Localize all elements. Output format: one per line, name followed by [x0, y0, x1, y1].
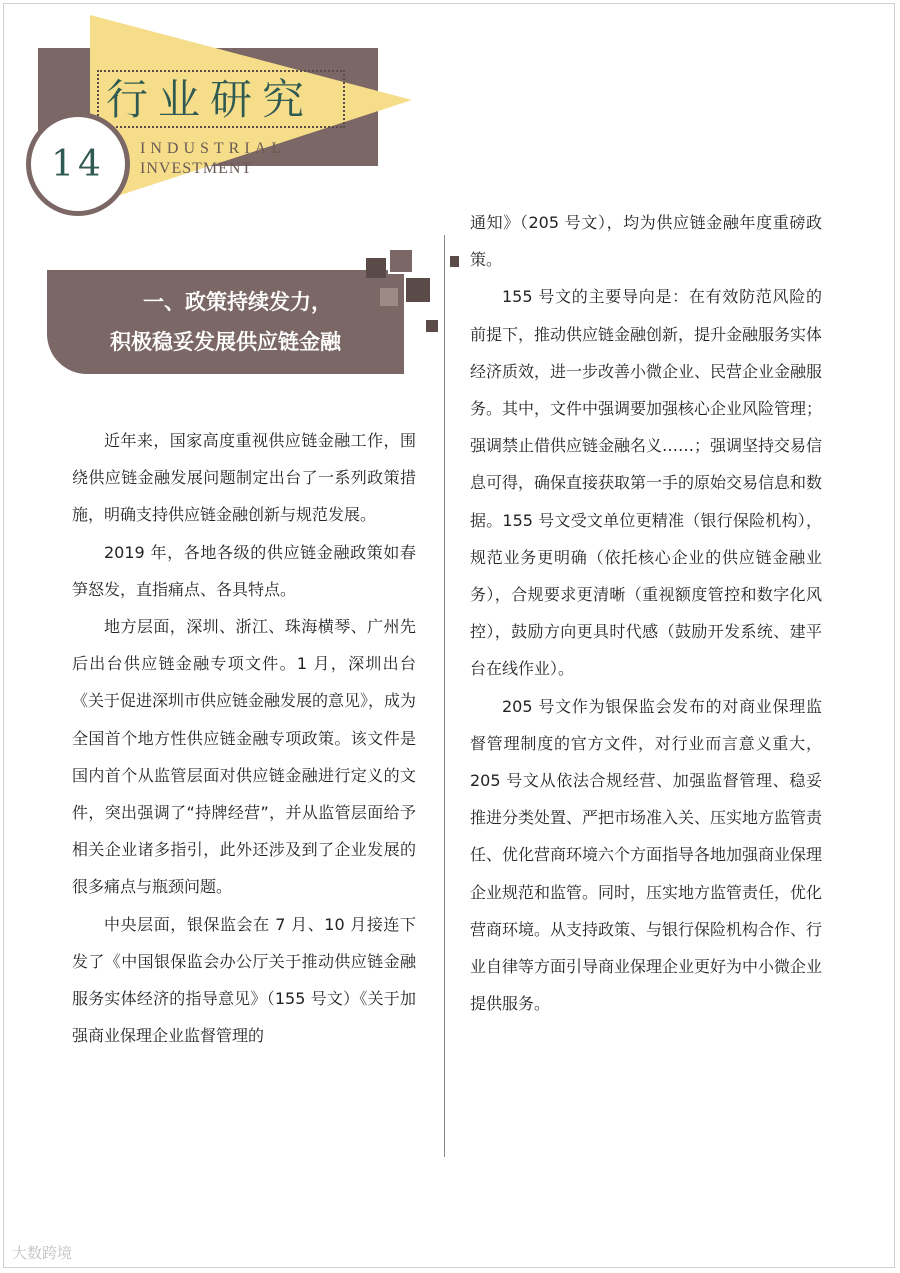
- decor-square-1: [366, 258, 386, 278]
- section-subtitle-en-2: INVESTMENT: [140, 160, 253, 177]
- heading-line-1: 一、政策持续发力，: [143, 290, 332, 314]
- section-subtitle-en-1: INDUSTRIAL: [140, 140, 286, 157]
- left-paragraph-1: 近年来，国家高度重视供应链金融工作，围绕供应链金融发展问题制定出台了一系列政策措施，明确支持供应链金融创新与规范发展。: [72, 431, 416, 525]
- left-column: [72, 422, 416, 1054]
- right-paragraph-2: 155 号文的主要导向是：在有效防范风险的前提下，推动供应链金融创新，提升金融服务实体经济质效，进一步改善小微企业、民营企业金融服务。其中，文件中强调要加强核心企业风险管理；强调禁止借供应链金融名义……；强调坚持交易信息可得，确保直接获取第一手的原始交易信息和数据。155 号文受文单位更精准（银行保险机构），规范业务更明确（依托核心企业的供应链金融业务），合规要求更清晰（重视额度管控和数字化风控），鼓励方向更具时代感（鼓励开发系统、建平台在线作业）。: [470, 287, 823, 679]
- section-heading-banner: [47, 270, 404, 374]
- watermark: 大数跨境: [12, 1244, 73, 1262]
- decor-square-2: [388, 248, 414, 274]
- right-paragraph-1: 通知》（205 号文），均为供应链金融年度重磅政策。: [470, 213, 822, 270]
- decor-square-4: [380, 288, 398, 306]
- page-number-badge: [26, 112, 130, 216]
- heading-line-2: 积极稳妥发展供应链金融: [110, 330, 341, 354]
- right-column: [470, 204, 822, 1022]
- left-paragraph-4: 中央层面，银保监会在 7 月、10 月接连下发了《中国银保监会办公厅关于推动供应链金融服务实体经济的指导意见》（155 号文）《关于加强商业保理企业监督管理的: [72, 914, 416, 1046]
- decor-square-5: [426, 320, 438, 332]
- left-paragraph-3: 地方层面，深圳、浙江、珠海横琴、广州先后出台供应链金融专项文件。1 月，深圳出台《关于促进深圳市供应链金融发展的意见》，成为全国首个地方性供应链金融专项政策。该文件是国内首个从监管层面对供应链金融进行定义的文件，突出强调了“持牌经营”，并从监管层面给予相关企业诸多指引，此外还涉及到了企业发展的很多痛点与瓶颈问题。: [72, 617, 417, 897]
- page-number: 14: [51, 143, 105, 185]
- left-paragraph-2: 2019 年，各地各级的供应链金融政策如春笋怒发，直指痛点、各具特点。: [72, 542, 416, 599]
- decor-square-3: [404, 276, 432, 304]
- column-divider: [444, 235, 445, 1157]
- right-paragraph-3: 205 号文作为银保监会发布的对商业保理监督管理制度的官方文件，对行业而言意义重大，205 号文从依法合规经营、加强监督管理、稳妥推进分类处置、严把市场准入关、压实地方监管责任、优化营商环境六个方面指导各地加强商业保理企业规范和监管。同时，压实地方监管责任，优化营商环境。从支持政策、与银行保险机构合作、行业自律等方面引导商业保理企业更好为中小微企业提供服务。: [470, 696, 823, 1014]
- section-title: 行业研究: [106, 75, 315, 124]
- column-divider-marker: [450, 256, 459, 267]
